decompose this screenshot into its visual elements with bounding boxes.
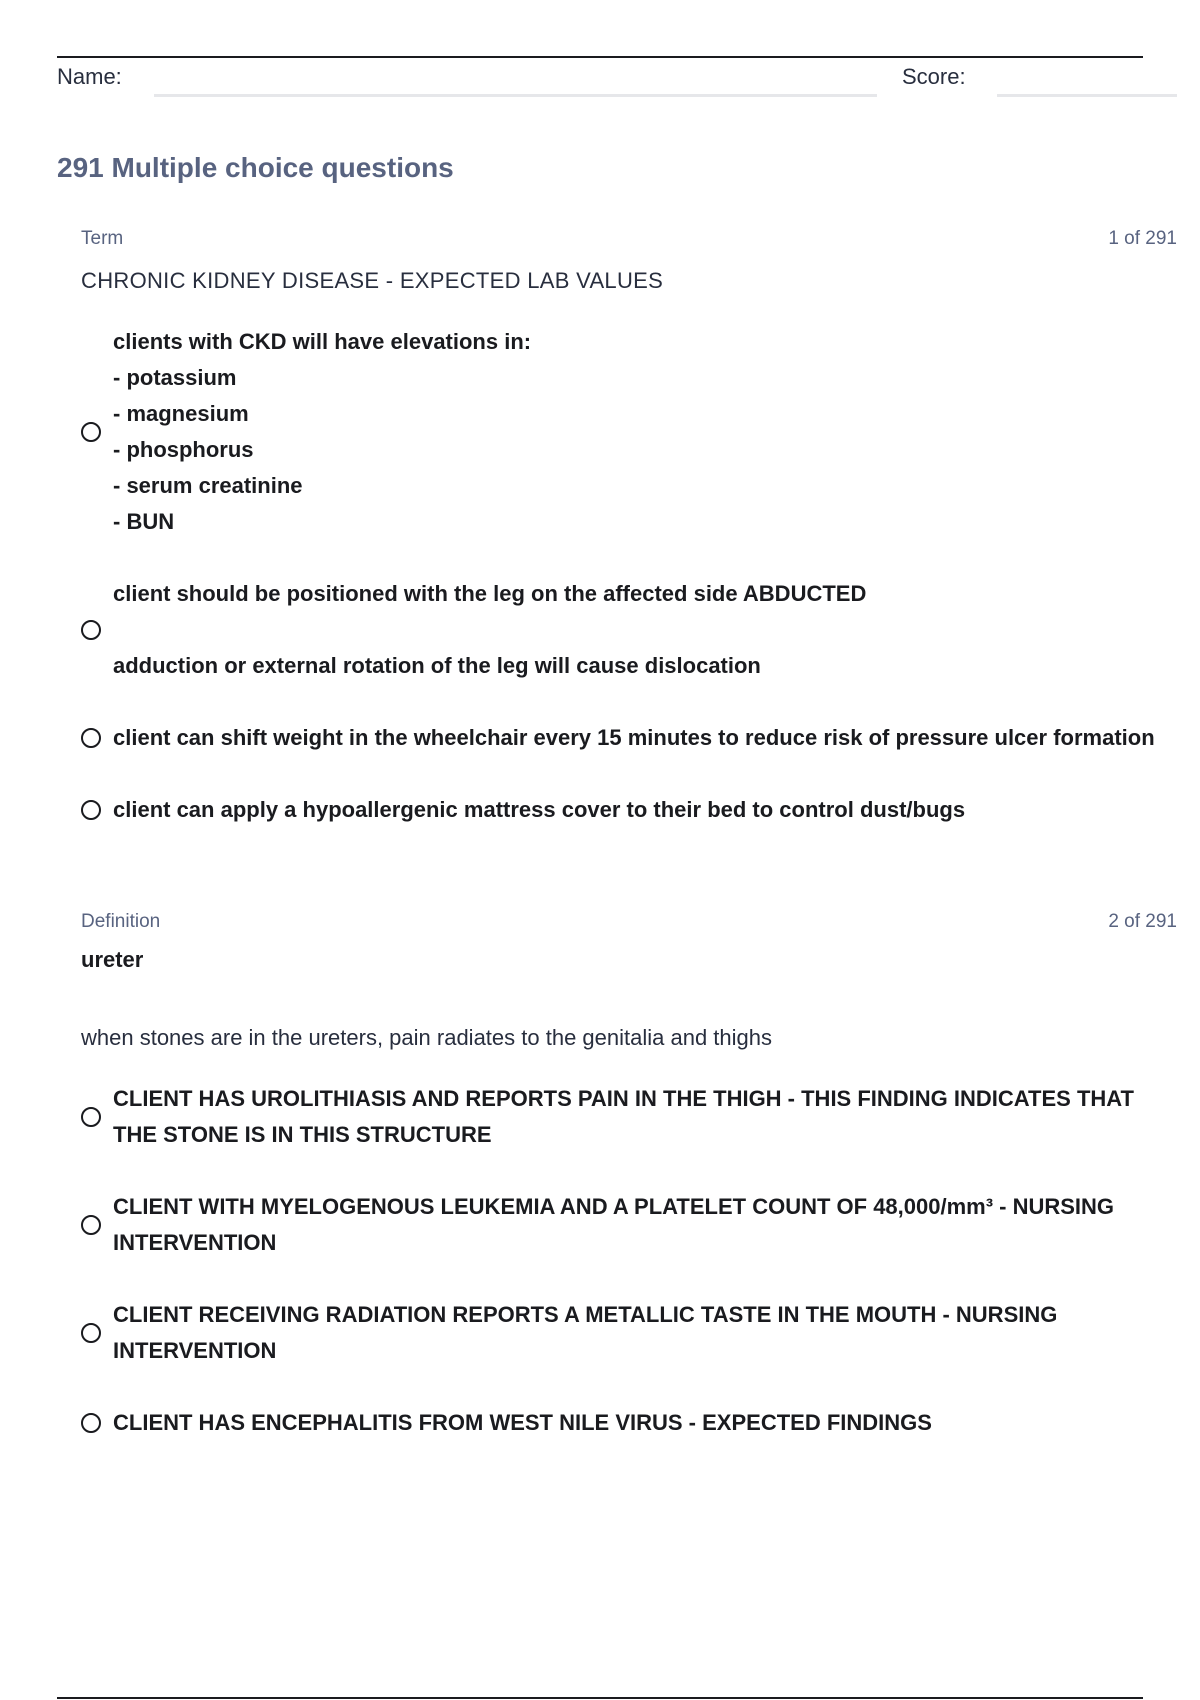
radio-button[interactable]	[81, 1413, 101, 1433]
answer-option-4[interactable]	[81, 792, 1177, 828]
header-row	[57, 64, 1177, 98]
option-emphasis: ABDUCTED	[742, 581, 867, 606]
question-kind: Term	[81, 228, 124, 249]
radio-button[interactable]	[81, 620, 101, 640]
question-header	[81, 226, 1177, 252]
name-label: Name:	[57, 64, 122, 89]
question-header	[81, 909, 1177, 935]
answer-options	[81, 324, 1177, 828]
question-2	[81, 909, 1177, 1477]
radio-button[interactable]	[81, 800, 101, 820]
question-prompt-detail: when stones are in the ureters, pain radiates to the genitalia and thighs	[81, 1025, 773, 1050]
option-text: CLIENT RECEIVING RADIATION REPORTS A METALLIC TASTE IN THE MOUTH - NURSING INTERVENTION	[113, 1302, 1058, 1363]
option-line-part: client should be positioned with the leg on the affected side	[113, 581, 743, 606]
option-line: - potassium	[113, 365, 237, 390]
answer-option-1[interactable]	[81, 1081, 1177, 1153]
answer-option-2[interactable]	[81, 576, 1177, 684]
option-line	[113, 576, 1163, 612]
radio-button[interactable]	[81, 1215, 101, 1235]
question-counter: 2 of 291	[1108, 911, 1177, 932]
option-text: client can apply a hypoallergenic mattress cover to their bed to control dust/bugs	[113, 797, 966, 822]
option-line: - magnesium	[113, 401, 249, 426]
option-text: CLIENT HAS ENCEPHALITIS FROM WEST NILE VIRUS - EXPECTED FINDINGS	[113, 1410, 932, 1435]
option-line: clients with CKD will have elevations in:	[113, 329, 532, 354]
answer-option-3[interactable]	[81, 1297, 1177, 1369]
question-kind: Definition	[81, 911, 161, 932]
radio-button[interactable]	[81, 728, 101, 748]
answer-option-2[interactable]	[81, 1189, 1177, 1261]
option-line: adduction or external rotation of the leg will cause dislocation	[113, 653, 761, 678]
name-field[interactable]	[154, 94, 877, 97]
option-text: CLIENT WITH MYELOGENOUS LEUKEMIA AND A PLATELET COUNT OF 48,000/mm³ - NURSING INTERVENTION	[113, 1194, 1115, 1255]
score-label: Score:	[902, 64, 966, 89]
question-prompt: CHRONIC KIDNEY DISEASE - EXPECTED LAB VALUES	[81, 268, 664, 293]
answer-option-1[interactable]	[81, 324, 1177, 540]
option-line: - BUN	[113, 509, 175, 534]
score-field[interactable]	[997, 94, 1177, 97]
answer-options	[81, 1081, 1177, 1441]
radio-button[interactable]	[81, 1323, 101, 1343]
radio-button[interactable]	[81, 422, 101, 442]
option-text	[113, 576, 1163, 684]
question-1	[81, 226, 1177, 864]
option-text: client can shift weight in the wheelchair every 15 minutes to reduce risk of pressure ulcer formation	[113, 725, 1155, 750]
answer-option-4[interactable]	[81, 1405, 1177, 1441]
option-line: - phosphorus	[113, 437, 254, 462]
radio-button[interactable]	[81, 1107, 101, 1127]
bottom-rule	[57, 1697, 1143, 1699]
option-gap	[113, 612, 1163, 648]
option-text: CLIENT HAS UROLITHIASIS AND REPORTS PAIN IN THE THIGH - THIS FINDING INDICATES THAT THE STONE IS IN THIS STRUCTURE	[113, 1086, 1134, 1147]
top-rule	[57, 56, 1143, 58]
answer-option-3[interactable]	[81, 720, 1177, 756]
option-text	[113, 324, 1163, 540]
option-line: - serum creatinine	[113, 473, 303, 498]
question-counter: 1 of 291	[1108, 228, 1177, 249]
question-prompt: ureter	[81, 947, 144, 972]
page-title: 291 Multiple choice questions	[57, 152, 454, 183]
